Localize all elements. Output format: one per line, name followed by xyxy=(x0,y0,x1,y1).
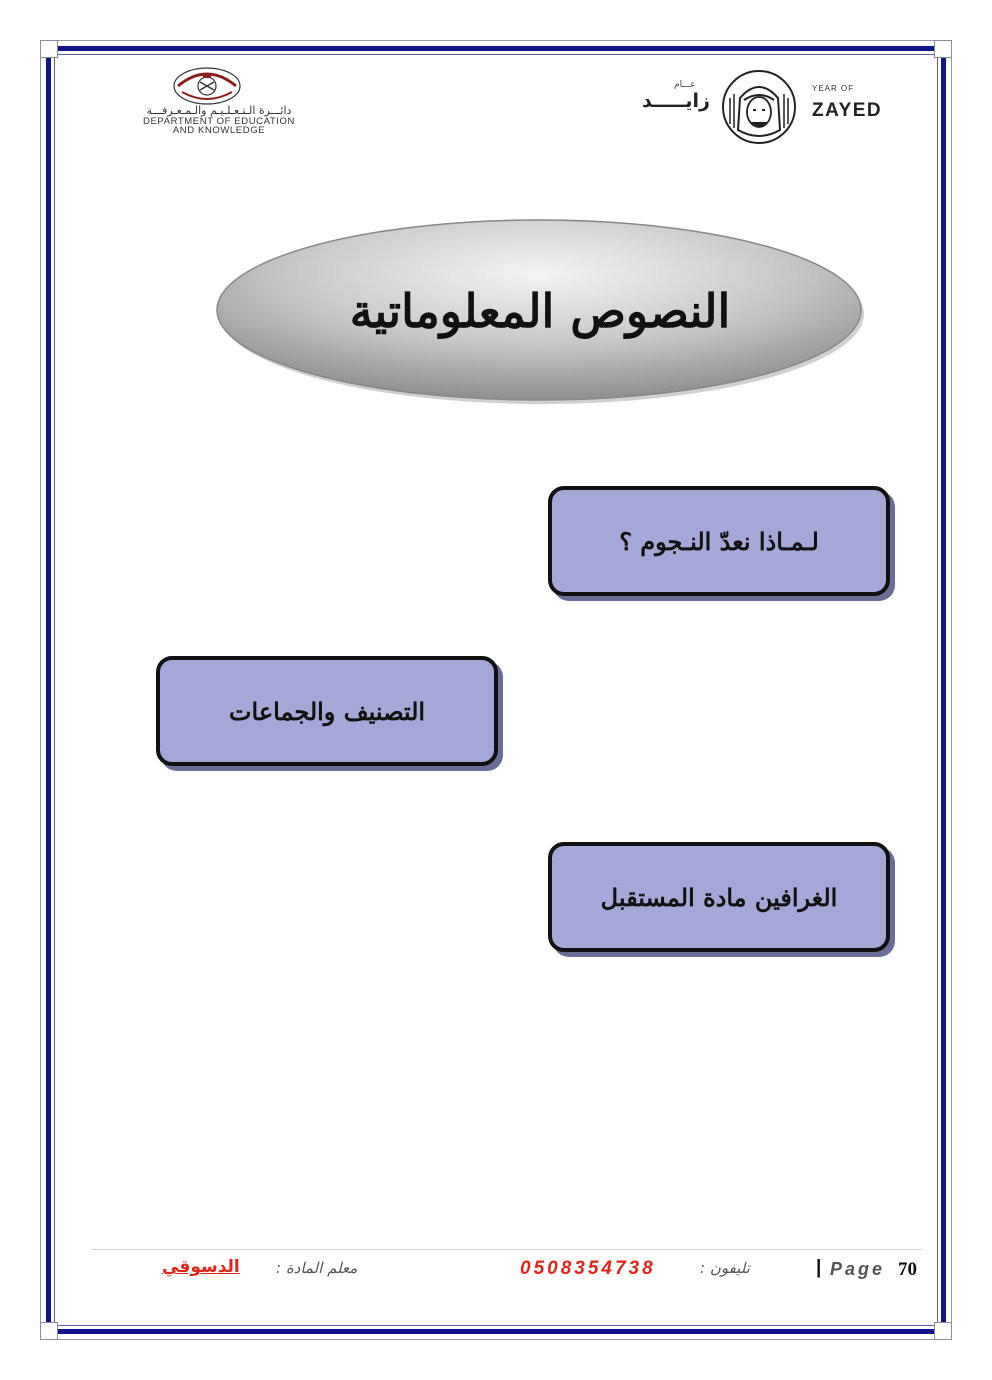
border-corner xyxy=(40,40,58,58)
topic-classification-groups[interactable]: التصنيف والجماعات xyxy=(156,656,498,766)
footer-phone-label: تليفون : xyxy=(700,1259,750,1277)
education-arabic-name: دائـــرة الـتـعـلـيـم والـمـعـرفـــة xyxy=(146,104,292,117)
education-english-name-line2: AND KNOWLEDGE xyxy=(172,125,266,136)
zayed-arabic-name: زايـــــد xyxy=(641,90,710,112)
zayed-arabic-small: عـــام xyxy=(674,80,696,90)
border-corner xyxy=(40,1322,58,1340)
zayed-english-small: YEAR OF xyxy=(812,84,855,93)
footer-phone-number: 0508354738 xyxy=(520,1258,656,1279)
education-department-logo xyxy=(88,66,350,136)
footer-page-label: Page xyxy=(830,1259,886,1279)
education-english-name-line1: DEPARTMENT OF EDUCATION xyxy=(143,116,295,127)
footer-separator: | xyxy=(816,1257,822,1278)
footer-page-number: 70 xyxy=(898,1259,917,1280)
topic-why-count-stars[interactable]: لـمـاذا نعدّ النـجوم ؟ xyxy=(548,486,890,596)
topic-graphene-future-material[interactable]: الغرافين مادة المستقبل xyxy=(548,842,890,952)
footer-teacher-name: الدسوقي xyxy=(162,1257,240,1277)
footer-divider xyxy=(92,1249,922,1250)
year-of-zayed-logo xyxy=(632,66,892,146)
footer-teacher-label: معلم المادة : xyxy=(276,1259,358,1277)
abu-dhabi-emblem-icon xyxy=(172,66,242,106)
border-corner xyxy=(934,1322,952,1340)
zayed-english-name: ZAYED xyxy=(812,100,883,121)
border-corner xyxy=(934,40,952,58)
page-title: النصوص المعلوماتية xyxy=(349,284,731,338)
zayed-portrait-icon xyxy=(720,68,798,146)
